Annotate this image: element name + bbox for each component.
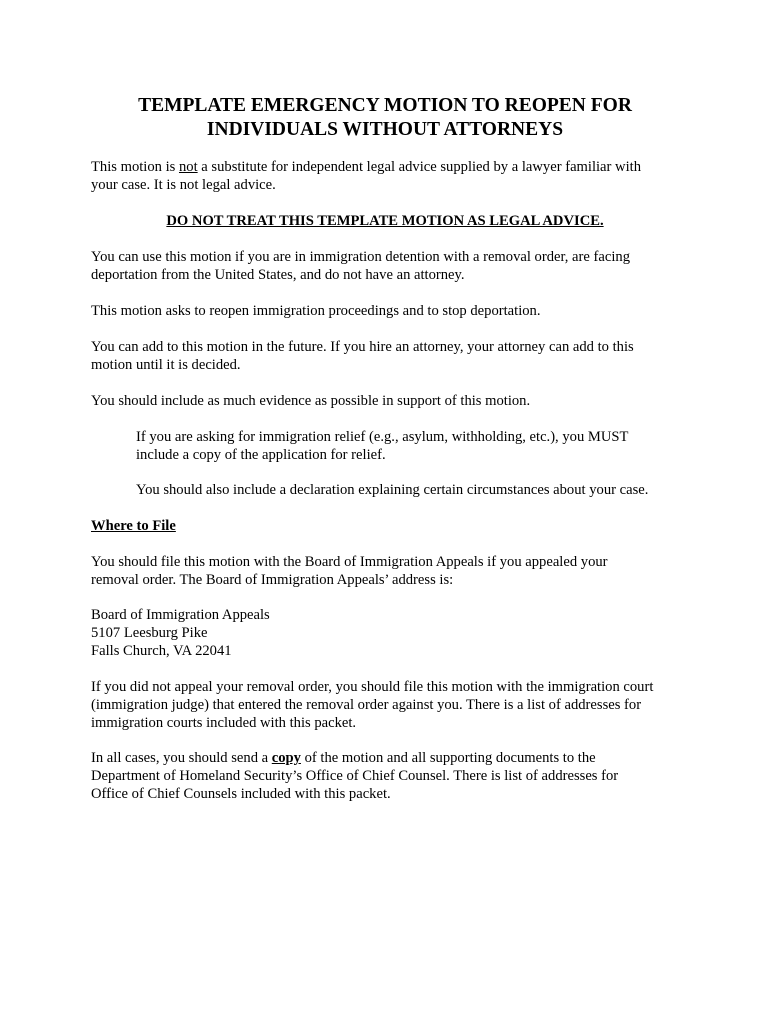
bia-address [91,606,691,660]
document-title [60,94,710,142]
intro-text-before: This motion is [91,159,179,175]
relief-line-2: include a copy of the application for relief. [136,447,386,463]
declaration-paragraph [136,481,696,499]
eligibility-line-1: You can use this motion if you are in immigration detention with a removal order, are facing [91,249,630,265]
add-line-1: You can add to this motion in the future. If you hire an attorney, your attorney can add to this [91,339,634,355]
bia-line-2: removal order. The Board of Immigration Appeals’ address is: [91,572,454,588]
copy-line-3: Office of Chief Counsels included with this packet. [91,786,391,802]
add-line-2: motion until it is decided. [91,357,241,373]
copy-text-before: In all cases, you should send a [91,750,272,766]
where-to-file-heading: Where to File [91,518,176,534]
legal-advice-warning: DO NOT TREAT THIS TEMPLATE MOTION AS LEGAL ADVICE. [166,213,604,229]
copy-emphasis: copy [271,750,301,766]
immigration-court-paragraph [91,678,691,732]
court-line-1: If you did not appeal your removal order, you should file this motion with the immigration court [91,679,654,695]
intro-line-2: your case. It is not legal advice. [91,177,276,193]
court-line-2: (immigration judge) that entered the removal order against you. There is a list of addresses for [91,697,642,713]
intro-paragraph [91,158,691,194]
purpose-paragraph [91,302,691,320]
relief-line-1: If you are asking for immigration relief (e.g., asylum, withholding, etc.), you MUST [136,429,629,445]
evidence-line: You should include as much evidence as possible in support of this motion. [91,393,531,409]
title-line-2: INDIVIDUALS WITHOUT ATTORNEYS [206,119,564,140]
address-line-2: 5107 Leesburg Pike [91,625,208,641]
court-line-3: immigration courts included with this packet. [91,715,357,731]
evidence-paragraph [91,392,691,410]
address-line-1: Board of Immigration Appeals [91,607,270,623]
title-line-1: TEMPLATE EMERGENCY MOTION TO REOPEN FOR [138,95,632,116]
intro-text-after: a substitute for independent legal advice supplied by a lawyer familiar with [197,159,641,175]
purpose-line: This motion asks to reopen immigration proceedings and to stop deportation. [91,303,541,319]
add-to-motion-paragraph [91,338,691,374]
copy-paragraph [91,749,691,803]
bia-paragraph [91,553,691,589]
copy-line-2: Department of Homeland Security’s Office of Chief Counsel. There is list of addresses for [91,768,619,784]
declaration-line: You should also include a declaration explaining certain circumstances about your case. [136,482,649,498]
intro-emphasis-not: not [178,159,198,175]
bia-line-1: You should file this motion with the Board of Immigration Appeals if you appealed your [91,554,608,570]
copy-text-after: of the motion and all supporting documents to the [300,750,596,766]
eligibility-paragraph [91,248,691,284]
eligibility-line-2: deportation from the United States, and do not have an attorney. [91,267,465,283]
relief-paragraph [136,428,696,464]
address-line-3: Falls Church, VA 22041 [91,643,232,659]
